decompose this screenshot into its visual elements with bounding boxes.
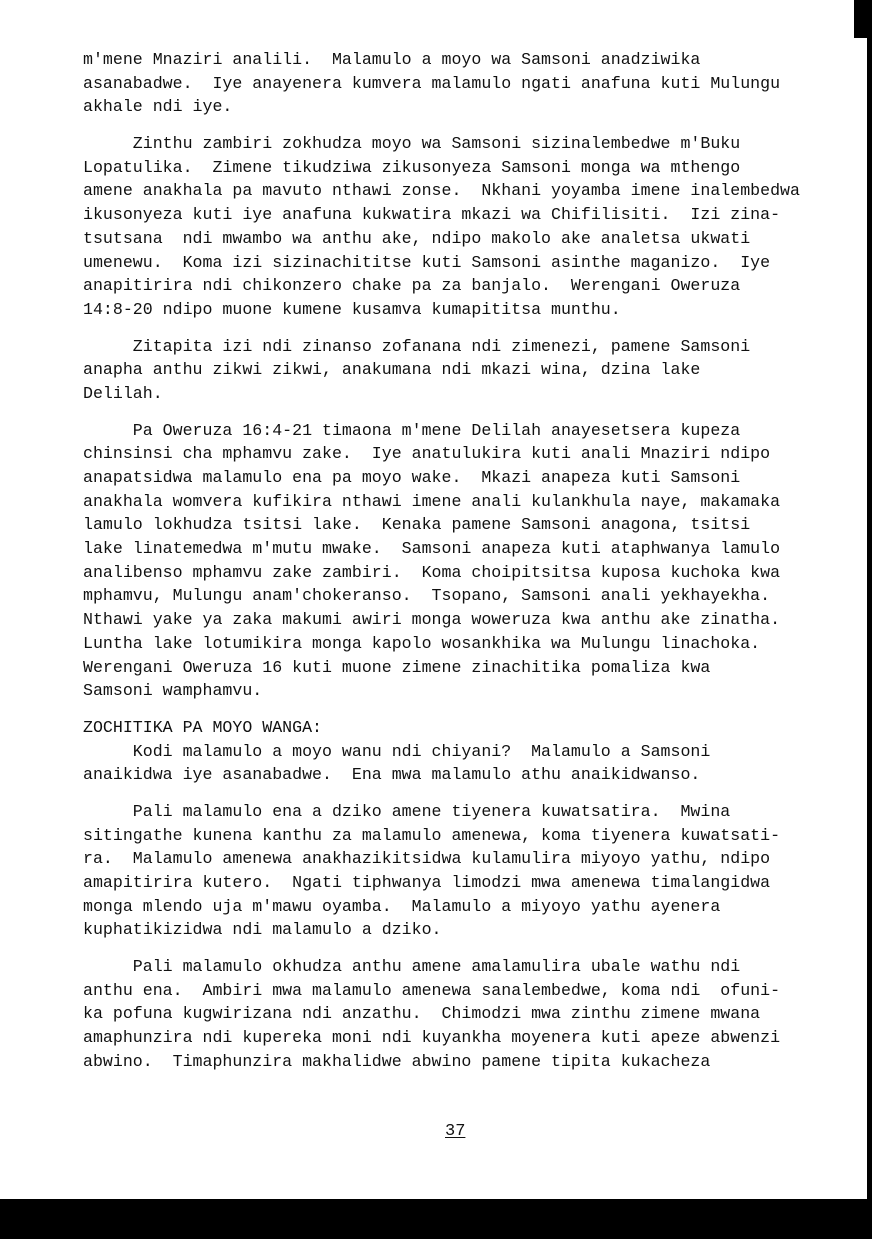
text-line: amapitirira kutero. Ngati tiphwanya limodzi mwa amenewa timalangidwa <box>83 873 771 892</box>
text-line: kuphatikizidwa ndi malamulo a dziko. <box>83 920 442 940</box>
text-line: anapatsidwa malamulo ena pa moyo wake. Mkazi anapeza kuti Samsoni <box>83 468 741 487</box>
scan-edge-bottom <box>0 1199 872 1239</box>
text-line: Pa Oweruza 16:4-21 timaona m'mene Delilah anayesetsera kupeza <box>83 420 741 440</box>
document-page <box>83 48 863 1087</box>
text-line: Nthawi yake ya zaka makumi awiri monga woweruza kwa anthu ake zinatha. <box>83 610 781 630</box>
section-body-text <box>83 740 863 1074</box>
text-line: amaphunzira ndi kupereka moni ndi kuyankha moyenera kuti apeze abwenzi <box>83 1028 781 1048</box>
scan-edge-right <box>867 0 872 1200</box>
body-text <box>83 48 863 703</box>
text-line: Werengani Oweruza 16 kuti muone zimene zinachitika pomaliza kwa <box>83 657 711 677</box>
text-line: Delilah. <box>83 383 163 403</box>
text-line: Kodi malamulo a moyo wanu ndi chiyani? Malamulo a Samsoni <box>83 741 711 761</box>
page-number: 37 <box>445 1122 466 1141</box>
text-line: monga mlendo uja m'mawu oyamba. Malamulo a miyoyo yathu ayenera <box>83 896 721 916</box>
text-line: ra. Malamulo amenewa anakhazikitsidwa kulamulira miyoyo yathu, ndipo <box>83 849 771 869</box>
paragraph <box>83 419 863 703</box>
text-line: anapitirira ndi chikonzero chake pa za banjalo. Werengani Oweruza <box>83 276 741 296</box>
text-line: mphamvu, Mulungu anam'chokeranso. Tsopano, Samsoni anali yekhayekha. <box>83 586 771 606</box>
text-line: Samsoni wamphamvu. <box>83 681 263 701</box>
text-line: ka pofuna kugwirizana ndi anzathu. Chimodzi mwa zinthu zimene mwana <box>83 1004 761 1024</box>
paragraph <box>83 955 863 1073</box>
paragraph <box>83 132 863 322</box>
paragraph <box>83 335 863 406</box>
text-line: lamulo lokhudza tsitsi lake. Kenaka pamene Samsoni anagona, tsitsi <box>83 515 751 535</box>
text-line: asanabadwe. Iye anayenera kumvera malamulo ngati anafuna kuti Mulungu <box>83 73 781 93</box>
text-line: lake linatemedwa m'mutu mwake. Samsoni anapeza kuti ataphwanya lamulo <box>83 539 781 559</box>
text-line: tsutsana ndi mwambo wa anthu ake, ndipo makolo ake analetsa ukwati <box>83 228 751 248</box>
text-line: anaikidwa iye asanabadwe. Ena mwa malamulo athu anaikidwanso. <box>83 765 701 785</box>
paragraph <box>83 48 863 119</box>
text-line: Pali malamulo okhudza anthu amene amalamulira ubale wathu ndi <box>83 957 741 977</box>
text-line: akhale ndi iye. <box>83 97 233 117</box>
text-line: m'mene Mnaziri analili. Malamulo a moyo wa Samsoni anadziwika <box>83 50 701 69</box>
text-line: umenewu. Koma izi sizinachititse kuti Samsoni asinthe maganizo. Iye <box>83 252 771 272</box>
text-line: Pali malamulo ena a dziko amene tiyenera kuwatsatira. Mwina <box>83 801 731 821</box>
text-line: Lopatulika. Zimene tikudziwa zikusonyeza Samsoni monga wa mthengo <box>83 157 741 177</box>
text-line: ikusonyeza kuti iye anafuna kukwatira mkazi wa Chifilisiti. Izi zina- <box>83 205 781 225</box>
text-line: Luntha lake lotumikira monga kapolo wosankhika wa Mulungu linachoka. <box>83 633 761 653</box>
text-line: anthu ena. Ambiri mwa malamulo amenewa sanalembedwe, koma ndi ofuni- <box>83 980 781 1000</box>
text-line: anapha anthu zikwi zikwi, anakumana ndi mkazi wina, dzina lake <box>83 360 701 380</box>
text-line: analibenso mphamvu zake zambiri. Koma choipitsitsa kuposa kuchoka kwa <box>83 562 781 582</box>
text-line: 14:8-20 ndipo muone kumene kusamva kumapititsa munthu. <box>83 299 621 319</box>
text-line: sitingathe kunena kanthu za malamulo amenewa, koma tiyenera kuwatsati- <box>83 825 781 845</box>
text-line: amene anakhala pa mavuto nthawi zonse. Nkhani yoyamba imene inalembedwa <box>83 181 800 201</box>
section-heading: ZOCHITIKA PA MOYO WANGA: <box>83 717 322 737</box>
paragraph <box>83 800 863 942</box>
text-line: abwino. Timaphunzira makhalidwe abwino pamene tipita kukacheza <box>83 1051 711 1071</box>
text-line: Zinthu zambiri zokhudza moyo wa Samsoni sizinalembedwe m'Buku <box>83 134 741 154</box>
text-line: Zitapita izi ndi zinanso zofanana ndi zimenezi, pamene Samsoni <box>83 336 751 356</box>
text-line: chinsinsi cha mphamvu zake. Iye anatulukira kuti anali Mnaziri ndipo <box>83 444 771 464</box>
paragraph <box>83 740 863 787</box>
text-line: anakhala womvera kufikira nthawi imene anali kulankhula naye, makamaka <box>83 491 781 511</box>
